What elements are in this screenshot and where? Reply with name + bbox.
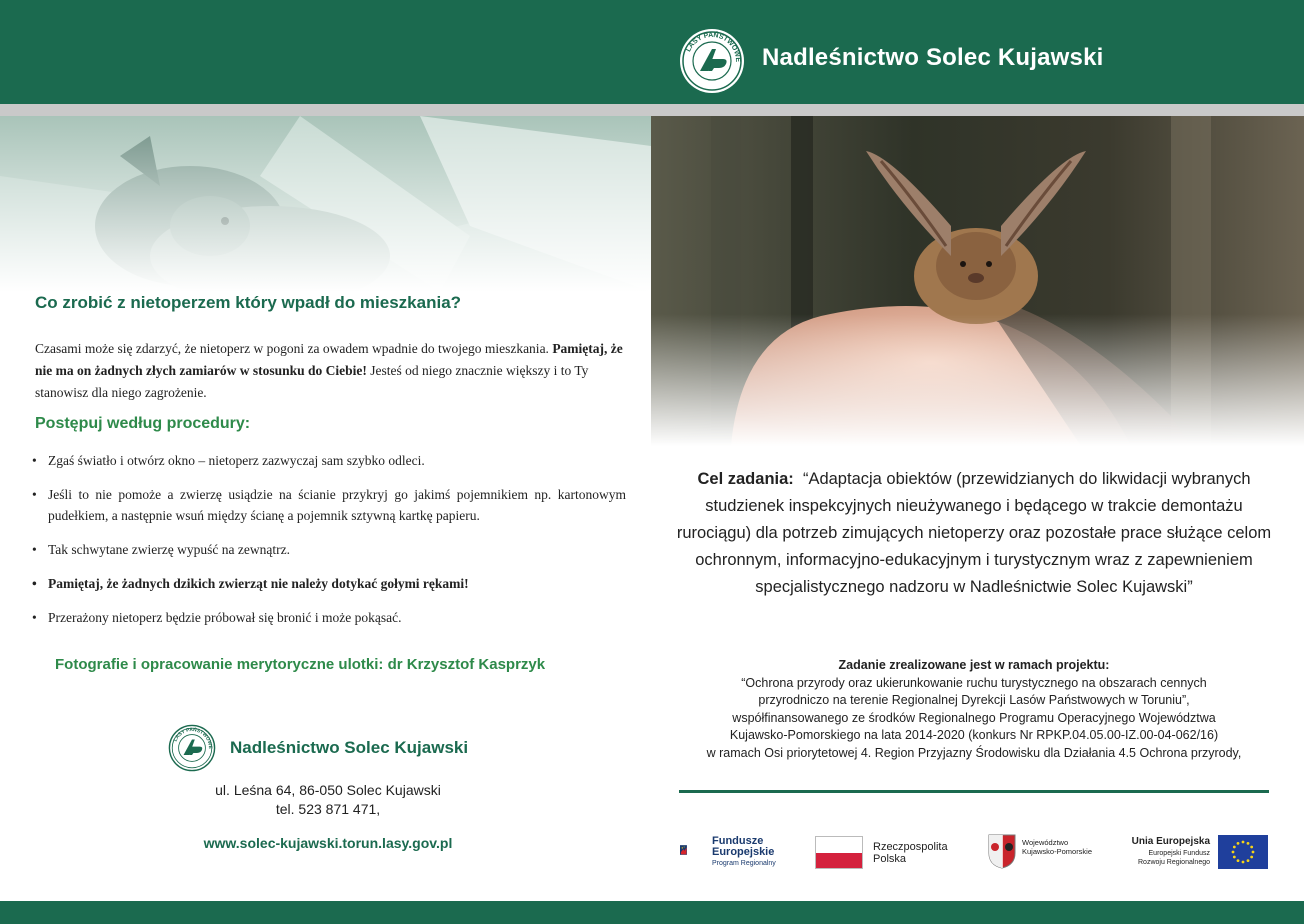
project-line: “Ochrona przyrody oraz ukierunkowanie ruchu turystycznego na obszarach cennych	[741, 675, 1207, 690]
eu-star-icon	[1237, 859, 1240, 862]
procedure-item: • Przerażony nietoperz będzie próbował się bronić i może pokąsać.	[32, 607, 626, 628]
fe-line2: Europejskie	[712, 846, 775, 858]
long-eared-bat-photo	[651, 116, 1304, 446]
goal-label: Cel zadania:	[697, 470, 794, 488]
eu-star-icon	[1247, 842, 1250, 845]
kp-line2: Kujawsko-Pomorskie	[1022, 847, 1093, 856]
rp-line1: Rzeczpospolita	[873, 841, 948, 853]
procedure-item: • Pamiętaj, że żadnych dzikich zwierząt nie należy dotykać gołymi rękami!	[32, 573, 626, 594]
fe-title	[712, 836, 774, 858]
project-line: w ramach Osi priorytetowej 4. Region Przyjazny Środowisku dla Działania 4.5 Ochrona przyrody,	[706, 745, 1242, 760]
header-title: Nadleśnictwo Solec Kujawski	[762, 44, 1104, 71]
project-line: współfinansowanego ze środków Regionalnego Programu Operacyjnego Województwa	[732, 710, 1216, 725]
procedure-item: • Zgaś światło i otwórz okno – nietoperz zazwyczaj sam szybko odleci.	[32, 450, 626, 471]
goal-text: “Adaptacja obiektów (przewidzianych do likwidacji wybranych studzienek inspekcyjnych nieużywanego i będącego w trakcie demontażu rurociągu) dla potrzeb zimujących nietoperzy oraz pozostałe prace służące celom ochronnym, informacyjno-edukacyjnym i turystycznym wraz z zapewnieniem specjalistycznego nadzoru w Nadleśnictwie Solec Kujawski”	[676, 470, 1272, 596]
fundusze-europejskie-logo-icon	[680, 829, 710, 871]
ue-sub1: Europejski Fundusz	[1148, 850, 1210, 857]
polish-flag-icon	[815, 836, 863, 869]
procedure-heading: Postępuj według procedury:	[35, 415, 251, 432]
eu-star-icon	[1250, 846, 1253, 849]
intro-bold: Pamiętaj, że nie ma on żadnych złych zamiarów w stosunku do Ciebie!	[35, 341, 623, 378]
bat-roosting-photo	[0, 116, 651, 292]
eu-star-icon	[1232, 851, 1235, 854]
header-divider	[0, 104, 1304, 116]
intro-part1: Czasami może się zdarzyć, że nietoperz w pogoni za owadem wpadnie do twojego mieszkania.	[35, 341, 553, 356]
goal-paragraph	[668, 466, 1280, 601]
eu-flag-icon	[1218, 835, 1268, 869]
procedure-item: • Jeśli to nie pomoże a zwierzę usiądzie na ścianie przykryj go jakimś pojemnikiem np. kartonowym pudełkiem, a następnie wsuń między ścianę a pojemnik sztywną kartkę papieru.	[32, 484, 626, 526]
logo-ring-text: LASY PAŃSTWOWE	[173, 727, 212, 749]
address-block	[160, 781, 496, 819]
fe-sub: Program Regionalny	[712, 860, 776, 867]
procedure-item: • Tak schwytane zwierzę wypuść na zewnątrz.	[32, 539, 626, 560]
lasy-panstwowe-logo-icon	[678, 27, 746, 95]
intro-paragraph	[35, 338, 625, 404]
divider-line	[679, 790, 1269, 793]
kujawsko-pomorskie-crest-icon	[987, 833, 1017, 869]
kp-line1: Województwo	[1022, 838, 1069, 847]
intro-part2: Jesteś od niego znacznie większy i to Ty stanowisz dla niego zagrożenie.	[35, 363, 589, 400]
rp-title	[873, 841, 948, 865]
eu-star-icon	[1242, 861, 1245, 864]
eu-star-icon	[1250, 856, 1253, 859]
eu-star-icon	[1233, 846, 1236, 849]
kp-title	[1022, 838, 1092, 856]
fe-line1: Fundusze	[712, 835, 764, 847]
header-bar	[0, 0, 1304, 104]
lasy-panstwowe-logo-icon	[168, 724, 216, 772]
ue-sub	[1110, 850, 1210, 867]
ue-title: Unia Europejska	[1131, 836, 1210, 847]
address-street: ul. Leśna 64, 86-050 Solec Kujawski	[215, 782, 441, 798]
credits-line: Fotografie i opracowanie merytoryczne ulotki: dr Krzysztof Kasprzyk	[55, 656, 546, 673]
address-phone: tel. 523 871 471,	[275, 801, 381, 817]
address-name: Nadleśnictwo Solec Kujawski	[230, 738, 469, 757]
footer-bar	[0, 901, 1304, 924]
project-line: przyrodniczo na terenie Regionalnej Dyrekcji Lasów Państwowych w Toruniu”,	[758, 693, 1190, 707]
eu-star-icon	[1247, 859, 1250, 862]
website-link[interactable]: www.solec-kujawski.torun.lasy.gov.pl	[203, 835, 453, 851]
logo-ring-text: LASY PAŃSTWOWE	[685, 31, 742, 63]
eu-star-icon	[1237, 842, 1240, 845]
question-heading: Co zrobić z nietoperzem który wpadł do mieszkania?	[35, 293, 462, 312]
project-block	[668, 657, 1280, 762]
project-line: Kujawsko-Pomorskiego na lata 2014-2020 (konkurs Nr RPKP.04.05.00-IZ.00-04-062/16)	[729, 728, 1219, 742]
procedure-list	[32, 450, 626, 628]
eu-star-icon	[1252, 851, 1255, 854]
eu-star-icon	[1242, 841, 1245, 844]
ue-sub2: Rozwoju Regionalnego	[1138, 858, 1210, 866]
project-heading: Zadanie zrealizowane jest w ramach projektu:	[838, 658, 1110, 672]
rp-line2: Polska	[873, 853, 907, 865]
eu-star-icon	[1233, 856, 1236, 859]
